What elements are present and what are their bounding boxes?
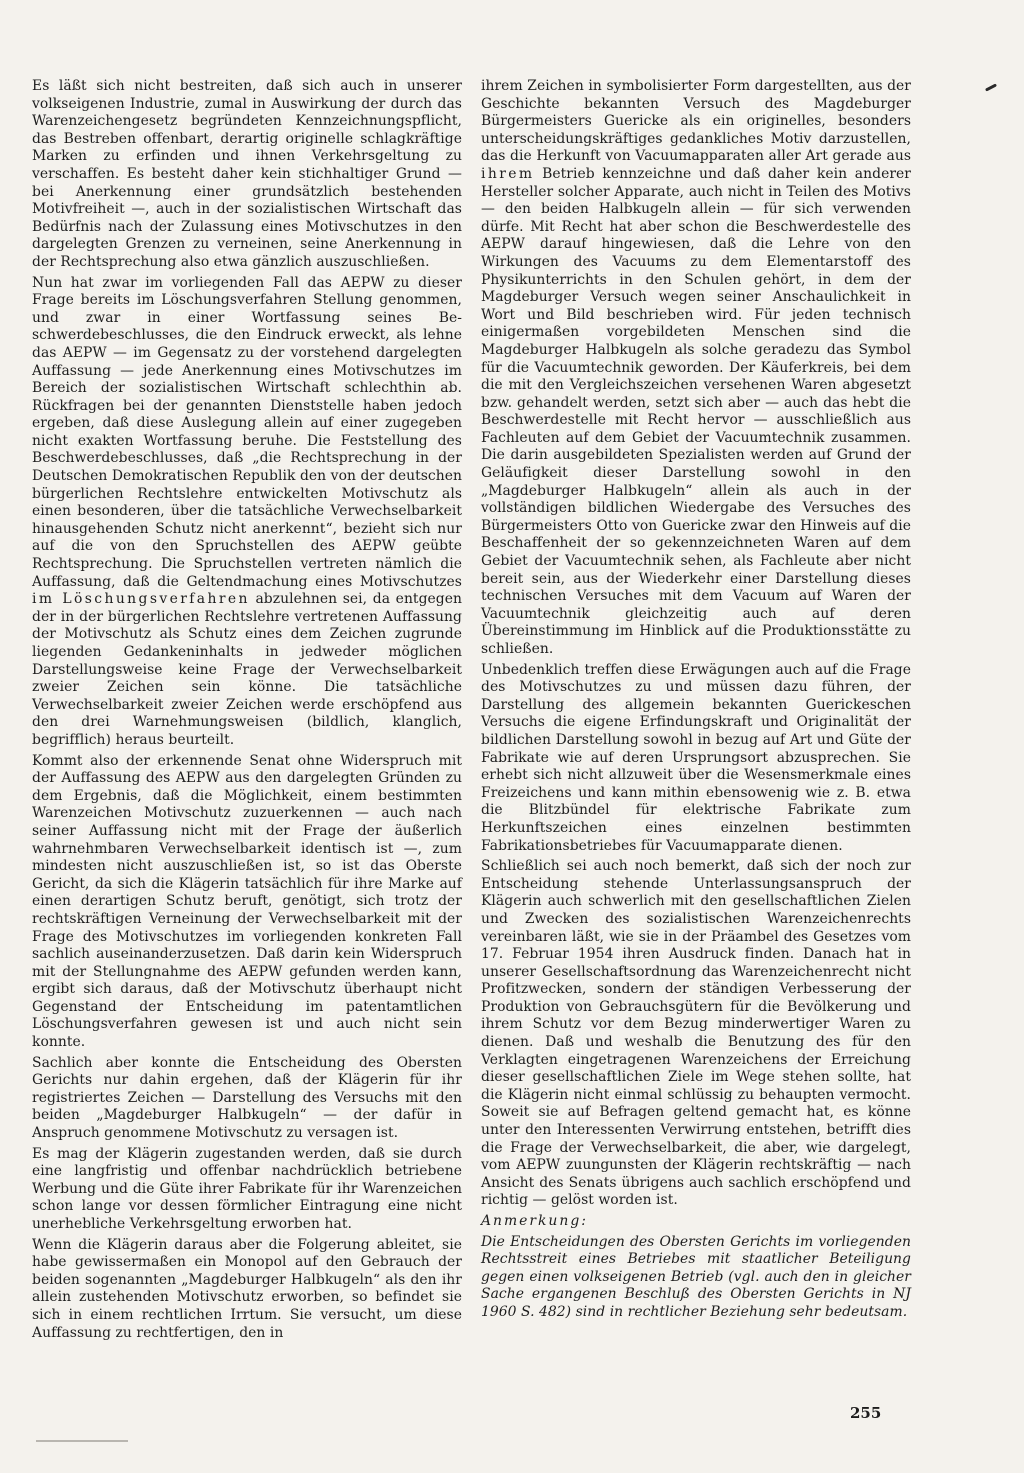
paragraph-text: ihrem Zeichen in symbolisierter Form dargestellten, aus der Geschichte bekannten Versuch des Magdeburger Bürgermeisters Guericke als ein originelles, besonders unterscheidungskräftiges gedankliches Motiv darzustellen, das die Herkunft von Vacuumapparaten aller Art gerade aus — [481, 78, 911, 165]
note-heading: Anmerkung: — [481, 1213, 588, 1229]
paragraph: Schließlich sei auch noch bemerkt, daß sich der noch zur Entscheidung stehende Unterlassungsanspruch der Klägerin auch schwerlich mit den gesellschaftlichen Zielen und Zwecken des sozialistischen Warenzeichenrechts vereinbaren läßt, wie sie in der Präambel des Gesetzes vom 17. Februar 1954 ihren Ausdruck finden. Danach hat in unserer Gesellschaftsordnung das Warenzeichenrecht nicht Profitzwecken, sondern der ständigen Verbesserung der Produktion von Gebrauchsgütern für die Bevölkerung und ihrem Schutz vor dem Bezug minderwertiger Waren zu dienen. Daß und weshalb die Benutzung des für den Verklagten eingetragenen Warenzeichens der Erreichung dieser gesellschaftlichen Ziele im Wege stehen sollte, hat die Klägerin nicht einmal schlüssig zu behaupten vermocht. Soweit sie auf Befragen geltend gemacht hat, es könne unter den Interessenten Verwirrung entstehen, betrifft dies die Frage der Verwechselbarkeit, die aber, wie dargelegt, vom AEPW zuungunsten der Klägerin rechtskräftig — nach Ansicht des Senats übrigens auch sachlich erschöpfend und richtig — gelöst worden ist. — [481, 858, 911, 1209]
scan-smudge — [36, 1440, 128, 1442]
paragraph-text: abzulehnen sei, da entgegen der in der bürgerlichen Rechtslehre vertretenen Auffassung der Motivschutz als Schutz eines dem Zeichen zugrunde liegenden Gedankeninhalts in jedweder möglichen Darstellungsweise keine Frage der Verwechselbarkeit zweier Zeichen sein könne. Die tatsächliche Verwechselbarkeit zweier Zeichen werde erschöpfend aus den drei Warnehmungsweisen (bildlich, klanglich, begrifflich) heraus beurteilt. — [32, 591, 462, 748]
note-body: Die Entscheidungen des Obersten Gerichts im vorliegenden Rechtsstreit eines Betriebes mit staatlicher Beteiligung gegen einen volkseigenen Betrieb (vgl. auch den in gleicher Sache ergangenen Beschluß des Obersten Gerichts in NJ 1960 S. 482) sind in rechtlicher Beziehung sehr bedeutsam. — [481, 1233, 911, 1320]
paragraph: Es läßt sich nicht bestreiten, daß sich auch in unserer volkseigenen Industrie, zumal in Auswirkung der durch das Warenzeichengesetz begründeten Kennzeichnungspflicht, das Bestreben offenbart, derartig originelle schlagkräftige Marken zu erfinden und ihnen Verkehrsgeltung zu verschaffen. Es besteht daher kein stichhaltiger Grund — bei Anerkennung einer grundsätzlich bestehenden Motivfreiheit —, auch in der sozialistischen Wirtschaft das Bedürfnis nach der Zulassung eines Motivschutzes in den dargelegten Grenzen zu verneinen, seine Anerkennung in der Rechtsprechung also etwa gänzlich auszuschließen. — [32, 78, 462, 270]
paragraph: Unbedenklich treffen diese Erwägungen auch auf die Frage des Motivschutzes zu und müssen dazu führen, der Darstellung des allgemein bekannten Guerickeschen Versuchs die eigene Erfindungskraft und Originalität der bildlichen Darstellung sowohl in bezug auf Art und Güte der Fabrikate wie auf deren Ursprungsort abzusprechen. Sie erhebt sich nicht allzuweit über die Wesensmerkmale eines Freizeichens und kann mithin ebensowenig wie z. B. etwa die Blitzbündel für elektrische Fabrikate zum Herkunftszeichen eines einzelnen bestimmten Fabrikationsbetriebes für Vacuumapparate dienen. — [481, 661, 911, 854]
left-column — [32, 78, 462, 1345]
emphasized-text: im Löschungsverfahren — [32, 591, 250, 608]
paragraph-text: Betrieb kennzeichne und daß daher kein anderer Hersteller solcher Apparate, auch nicht in Teilen des Motivs — den beiden Halbkugeln allein — für sich verwenden dürfe. Mit Recht hat aber schon die Beschwerdestelle des AEPW darauf hingewiesen, daß die Lehre von den Wirkungen des Vacuums zu dem Elementarstoff des Physikunterrichts in den Schulen gehört, in dem der Magdeburger Versuch wegen seiner Anschaulichkeit in Wort und Bild beschrieben wird. Für jeden technisch einigermaßen vorgebildeten Menschen sind die Magdeburger Halbkugeln als solche geradezu das Symbol für die Vacuumtechnik geworden. Der Käuferkreis, bei dem die mit den Vergleichszeichen versehenen Waren abgesetzt bzw. gehandelt werden, setzt sich aber — auch das hebt die Beschwerdestelle mit Recht hervor — ausschließlich aus Fachleuten auf dem Gebiet der Vacuumtechnik zusammen. Die darin ausgebildeten Spezialisten werden auf Grund der Geläufigkeit dieser Darstellung sowohl in den „Magdeburger Halbkugeln“ allein als auch in der vollständigen bildlichen Wiedergabe des Versuches des Bürgermeisters Otto von Guericke zwar den Hinweis auf die Beschaffenheit der so gekennzeichneten Waren auf dem Gebiet der Vacuumtechnik sehen, als Fachleute aber nicht bereit sein, aus der Wiederkehr einer Darstellung dieses technischen Versuches mit dem Vacuum auf Waren der Vacuumtechnik gleichzeitig auch auf deren Übereinstimmung im Hinblick auf die Produktionsstätte zu schließen. — [481, 165, 912, 657]
right-column — [481, 78, 911, 1325]
emphasized-text: ihrem — [481, 165, 535, 182]
paragraph: Wenn die Klägerin daraus aber die Folgerung ableitet, sie habe gewissermaßen ein Monopol auf den Gebrauch der beiden sogenannten „Magdeburger Halbkugeln“ als den ihr allein zustehenden Motivschutz erworben, so befindet sie sich in einem rechtlichen Irrtum. Sie versucht, um diese Auffassung zu rechtfertigen, den in — [32, 1236, 462, 1341]
paragraph — [481, 78, 911, 659]
paragraph: Sachlich aber konnte die Entscheidung des Obersten Gerichts nur dahin ergehen, daß der Klägerin für ihr registriertes Zeichen — Darstellung des Versuchs mit den beiden „Magdeburger Halbkugeln“ — der dafür in Anspruch genommene Motivschutz zu versagen ist. — [32, 1054, 462, 1142]
paragraph-text: Nun hat zwar im vorliegenden Fall das AEPW zu dieser Frage bereits im Löschungsverfahren Stellung genommen, und zwar in einer Wortfassung seines Beschwerdebeschlusses, die den Eindruck erweckt, als lehne das AEPW — im Gegensatz zu der vorstehend dargelegten Auffassung — jede Anerkennung eines Motivschutzes im Bereich der sozialistischen Wirtschaft schlechthin ab. Rückfragen bei der genannten Dienststelle haben jedoch ergeben, daß diese Auslegung allein auf einer zugegeben nicht exakten Wortfassung beruhe. Die Feststellung des Beschwerdebeschlusses, daß „die Rechtsprechung in der Deutschen Demokratischen Republik den von der deutschen bürgerlichen Rechtslehre entwickelten Motivschutz als einen besonderen, über die tatsächliche Verwechselbarkeit hinausgehenden Schutz nicht anerkennt“, bezieht sich nur auf die von den Spruchstellen des AEPW geübte Rechtsprechung. Die Spruchstellen vertreten nämlich die Auffassung, daß die Geltendmachung eines Motivschutzes — [32, 274, 462, 590]
paragraph — [32, 275, 462, 750]
paragraph: Kommt also der erkennende Senat ohne Widerspruch mit der Auffassung des AEPW aus den dargelegten Gründen zu dem Ergebnis, daß die Möglichkeit, einem bestimmten Warenzeichen Motivschutz zuzuerkennen — auch nach seiner Auffassung nicht mit der Frage der äußerlich wahrnehmbaren Verwechselbarkeit identisch ist —, zum mindesten nicht auszuschließen ist, so ist das Oberste Gericht, da sich die Klägerin tatsächlich für ihre Marke auf einen derartigen Schutz beruft, genötigt, sich trotz der rechtskräftigen Verneinung der Verwechselbarkeit mit der Frage des Motivschutzes im vorliegenden konkreten Fall sachlich auseinanderzusetzen. Daß darin kein Widerspruch mit der Stellungnahme des AEPW gefunden werden kann, ergibt sich daraus, daß der Motivschutz überhaupt nicht Gegenstand der Entscheidung im patentamtlichen Löschungsverfahren gewesen ist und auch nicht sein konnte. — [32, 752, 462, 1051]
ink-mark — [985, 83, 997, 91]
page-number: 255 — [850, 1404, 882, 1422]
paragraph: Es mag der Klägerin zugestanden werden, daß sie durch eine langfristig und offenbar nachdrücklich betriebene Werbung und die Güte ihrer Fabrikate für ihr Warenzeichen schon lange vor dessen förmlicher Eintragung eine nicht unerhebliche Verkehrsgeltung erworben hat. — [32, 1145, 462, 1232]
